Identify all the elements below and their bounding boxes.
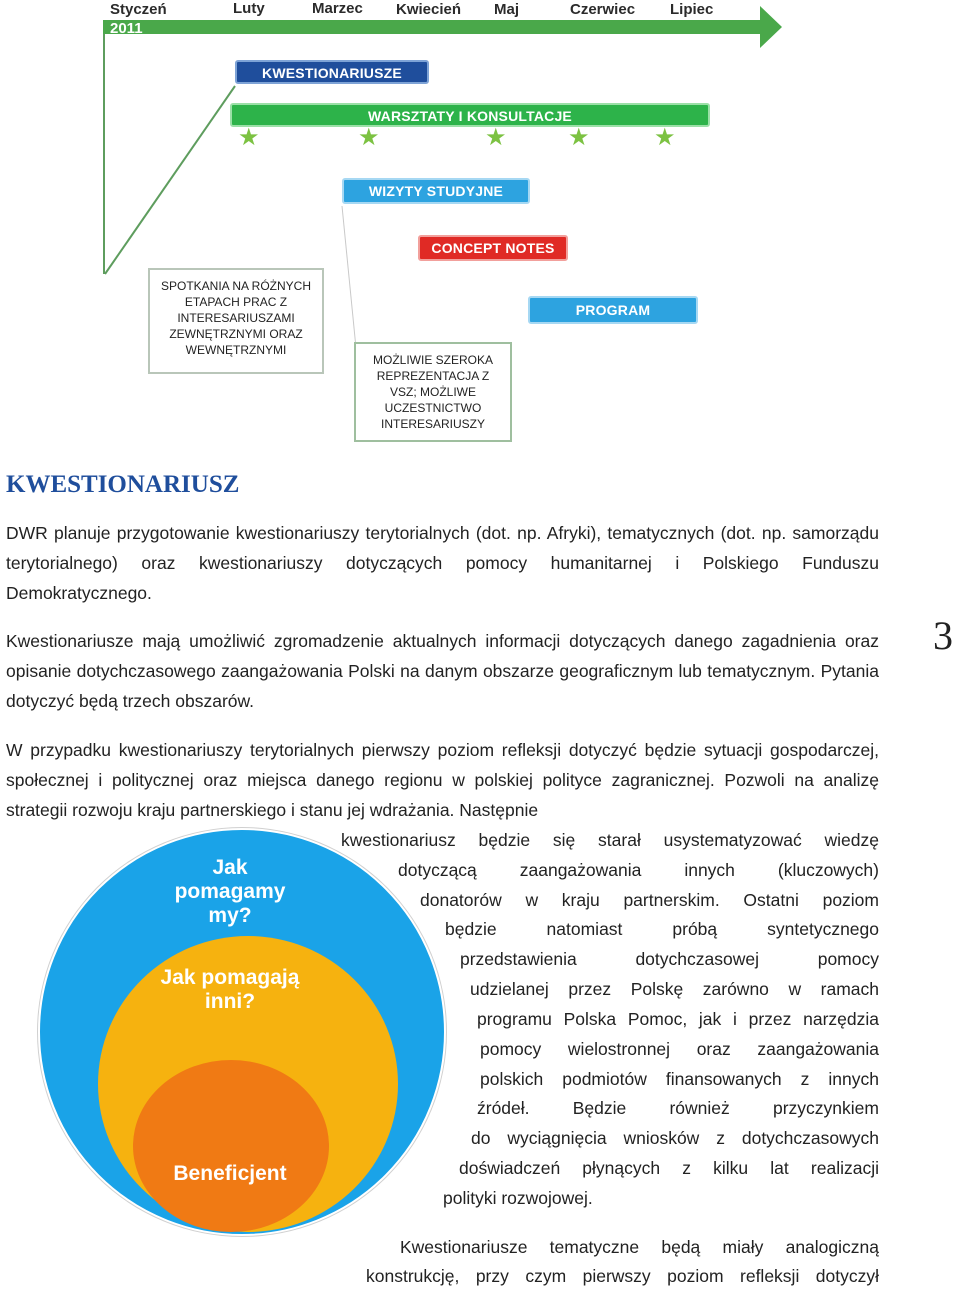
paragraph-3-line: źródeł. Będzie również przyczynkiem [477, 1098, 879, 1118]
paragraph-3-line: programu Polska Pomoc, jak i przez narzędzia [477, 1009, 879, 1029]
month-label: Styczeń [110, 1, 167, 18]
month-label: Lipiec [670, 1, 714, 18]
star-icon: ★ [238, 124, 260, 151]
paragraph-3-line: polityki rozwojowej. [443, 1188, 593, 1208]
paragraph-4-line: Kwestionariusze tematyczne będą miały analogiczną [400, 1237, 879, 1257]
month-label: Luty [233, 0, 265, 17]
bar-kwestionariusze: KWESTIONARIUSZE [235, 60, 429, 84]
note-meetings: SPOTKANIA NA RÓŻNYCH ETAPACH PRAC Z INTERESARIUSZAMI ZEWNĘTRZNYMI ORAZ WEWNĘTRZNYMI [148, 268, 324, 374]
circle-middle-label: Jak pomagają inni? [160, 966, 300, 1013]
paragraph-4-line: konstrukcję, przy czym pierwszy poziom refleksji dotyczył [366, 1266, 879, 1286]
paragraph-3-line: kwestionariusz będzie się starał usystematyzować wiedzę [341, 830, 879, 850]
paragraph-3-line: będzie natomiast próbą syntetycznego [445, 919, 879, 939]
month-label: Maj [494, 1, 520, 18]
circle-inner-label: Beneficjent [173, 1162, 287, 1185]
page-number: 3 [933, 613, 953, 658]
paragraph-3-line: przedstawienia dotychczasowej pomocy [460, 949, 879, 969]
paragraph-3-line: dotyczącą zaangażowania innych (kluczowych) [398, 860, 879, 880]
bar-concept-notes: CONCEPT NOTES [418, 235, 568, 261]
star-icon: ★ [358, 124, 380, 151]
star-icon: ★ [654, 124, 676, 151]
month-label: Kwiecień [396, 1, 462, 18]
paragraph-2: Kwestionariusze mają umożliwić zgromadzenie aktualnych informacji dotyczących danego zagadnienia oraz opisanie dotychczasowego zaangażowania Polski na danym obszarze geograficznym lub tematycznym. Pytania dotyczyć będą trzech obszarów. [6, 631, 879, 711]
star-icon: ★ [485, 124, 507, 151]
paragraph-3-line: donatorów w kraju partnerskim. Ostatni poziom [420, 890, 879, 910]
circle-outer-label: Jak pomagamy my? [174, 856, 286, 927]
paragraph-1: DWR planuje przygotowanie kwestionariuszy terytorialnych (dot. np. Afryki), tematycznych (dot. np. samorządu terytorialnego) oraz kwestionariuszy dotyczących pomocy humanitarnej i Polskiego Funduszu Demokratycznego. [6, 523, 879, 603]
bar-warsztaty: WARSZTATY I KONSULTACJE [230, 103, 710, 127]
paragraph-3-line: doświadczeń płynących z kilku lat realizacji [459, 1158, 879, 1178]
bar-program: PROGRAM [528, 296, 698, 324]
paragraph-3-line: udzielanej przez Polskę zarówno w ramach [470, 979, 879, 999]
paragraph-3-intro: W przypadku kwestionariuszy terytorialnych pierwszy poziom refleksji dotyczyć będzie sytuacji gospodarczej, społecznej i politycznej oraz miejsca danego regionu w polskiej polityce zagranicznej. Pozwoli na analizę strategii rozwoju kraju partnerskiego i stanu jej wdrażania. Następnie [6, 740, 879, 820]
paragraph-3-line: polskich podmiotów finansowanych z innych [480, 1069, 879, 1089]
month-label: Marzec [312, 0, 363, 17]
note-representation: MOŻLIWIE SZEROKA REPREZENTACJA Z VSZ; MOŻLIWE UCZESTNICTWO INTERESARIUSZY [354, 342, 512, 442]
year-label: 2011 [110, 20, 143, 37]
section-heading: KWESTIONARIUSZ [6, 471, 240, 498]
paragraph-3-line: pomocy wielostronnej oraz zaangażowania [480, 1039, 879, 1059]
paragraph-3-line: do wyciągnięcia wniosków z dotychczasowych [471, 1128, 879, 1148]
star-icon: ★ [568, 124, 590, 151]
circle-inner [133, 1060, 329, 1232]
month-label: Czerwiec [570, 1, 636, 18]
bar-wizyty: WIZYTY STUDYJNE [342, 178, 530, 204]
